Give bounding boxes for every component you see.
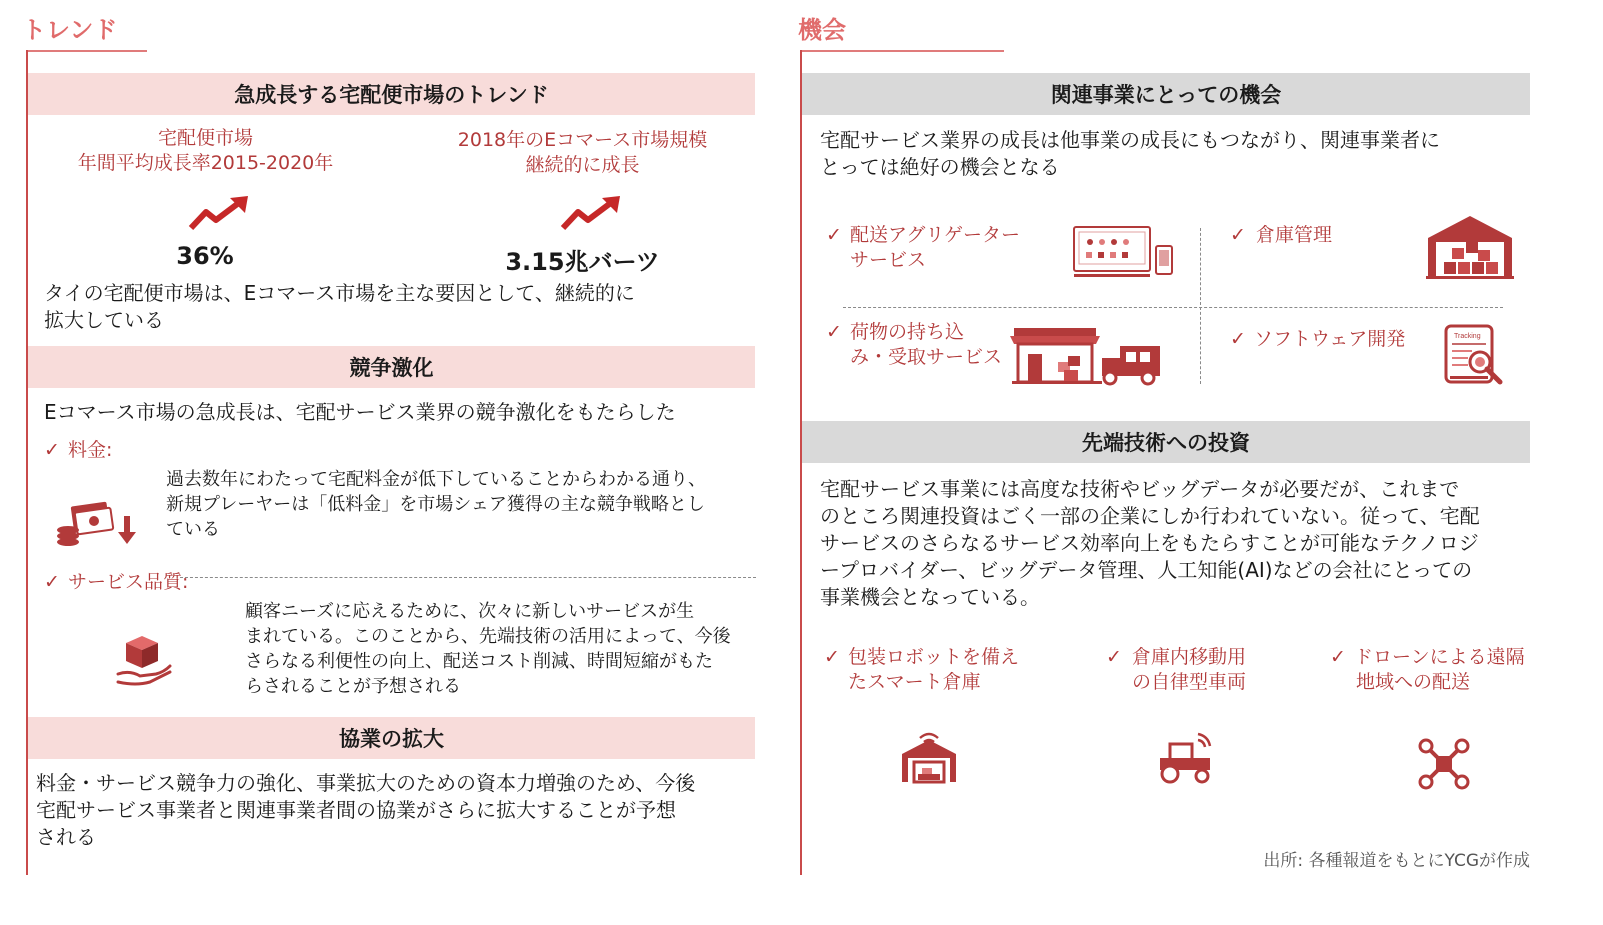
store-truck-icon xyxy=(1010,326,1162,386)
stat1-value: 36% xyxy=(176,242,234,270)
opportunity-intro-2: とっては絶好の機会となる xyxy=(820,155,1060,179)
tech3-label-1: ドローンによる遠隔 xyxy=(1354,646,1525,668)
price-text-3: ている xyxy=(166,519,220,540)
smart-warehouse-icon xyxy=(900,730,958,784)
opportunity-title-rule xyxy=(800,50,1004,52)
collab-text-3: される xyxy=(36,825,96,849)
item1-label-1: 配送アグリゲーター xyxy=(850,224,1021,246)
quality-label: サービス品質: xyxy=(68,571,189,593)
trend-section-title: トレンド xyxy=(22,16,118,44)
quality-check-icon: ✓ xyxy=(44,571,60,593)
trend-summary-1: タイの宅配便市場は、Eコマース市場を主な要因として、継続的に xyxy=(44,281,635,305)
warehouse-icon xyxy=(1424,214,1516,280)
trend-bar-competition: 競争激化 xyxy=(28,346,755,388)
collab-text-2: 宅配サービス事業者と関連事業者間の協業がさらに拡大することが予想 xyxy=(36,798,676,822)
trend-summary-2: 拡大している xyxy=(44,308,164,332)
invest-text-3: サービスのさらなるサービス効率向上をもたらすことが可能なテクノロジ xyxy=(820,531,1479,555)
quality-text-2: まれている。このことから、先端技術の活用によって、今後 xyxy=(245,626,731,647)
computer-devices-icon xyxy=(1072,224,1176,280)
trend-bar-collaboration: 協業の拡大 xyxy=(28,717,755,759)
item3-check-icon: ✓ xyxy=(826,321,842,343)
opportunity-bar-related: 関連事業にとっての機会 xyxy=(802,73,1530,115)
item1-label-2: サービス xyxy=(850,249,927,271)
invest-text-2: のところ関連投資はごく一部の企業にしか行われていない。従って、宅配 xyxy=(820,504,1480,528)
trend-up-arrow-icon-2 xyxy=(560,196,622,232)
price-label: 料金: xyxy=(68,439,113,461)
stat2-label-2: 継続的に成長 xyxy=(525,154,640,176)
stat1-label-1: 宅配便市場 xyxy=(157,127,253,149)
item2-label-1: 倉庫管理 xyxy=(1256,224,1333,246)
tech1-label-2: たスマート倉庫 xyxy=(848,671,981,693)
tech1-label-1: 包装ロボットを備え xyxy=(848,646,1020,668)
drone-icon xyxy=(1416,738,1472,790)
invest-text-5: 事業機会となっている。 xyxy=(820,585,1040,609)
price-text-1: 過去数年にわたって宅配料金が低下していることからわかる通り、 xyxy=(166,469,706,490)
item1-check-icon: ✓ xyxy=(826,224,842,246)
stat1-label-2: 年間平均成長率2015-2020年 xyxy=(77,152,334,174)
opportunity-section-title: 機会 xyxy=(798,16,846,44)
opportunity-intro-1: 宅配サービス業界の成長は他事業の成長にもつながり、関連事業者に xyxy=(820,128,1440,152)
source-note: 出所: 各種報道をもとにYCGが作成 xyxy=(1263,851,1530,871)
item4-check-icon: ✓ xyxy=(1230,328,1246,350)
stat2-value: 3.15兆バーツ xyxy=(505,248,660,276)
trend-title-rule xyxy=(26,50,147,52)
price-quality-divider xyxy=(180,577,756,578)
quality-text-3: さらなる利便性の向上、配送コスト削減、時間短縮がもた xyxy=(245,651,713,672)
price-check-icon: ✓ xyxy=(44,439,60,461)
item3-label-1: 荷物の持ち込 xyxy=(850,321,965,343)
collab-text-1: 料金・サービス競争力の強化、事業拡大のための資本力増強のため、今後 xyxy=(36,771,696,795)
item4-label-1: ソフトウェア開発 xyxy=(1254,328,1406,350)
autonomous-vehicle-icon xyxy=(1156,730,1216,784)
quality-text-4: らされることが予想される xyxy=(245,676,461,697)
tech3-label-2: 地域への配送 xyxy=(1356,671,1471,693)
price-text-2: 新規プレーヤーは「低料金」を市場シェア獲得の主な競争戦略とし xyxy=(166,494,705,515)
box-hand-icon xyxy=(116,632,172,688)
trend-bar-market: 急成長する宅配便市場のトレンド xyxy=(28,73,755,115)
tech2-label-2: の自律型車両 xyxy=(1132,671,1247,693)
tech1-check-icon: ✓ xyxy=(824,646,840,668)
opportunity-grid-divider-h xyxy=(843,307,1503,308)
tech3-check-icon: ✓ xyxy=(1330,646,1346,668)
stat2-label-1: 2018年のEコマース市場規模 xyxy=(457,129,708,151)
invest-text-4: ープロバイダー、ビッグデータ管理、人工知能(AI)などの会社にとっての xyxy=(820,558,1473,582)
competition-intro: Eコマース市場の急成長は、宅配サービス業界の競争激化をもたらした xyxy=(44,400,676,424)
tracking-label: Tracking xyxy=(1454,333,1481,340)
money-down-icon xyxy=(54,498,142,550)
item2-check-icon: ✓ xyxy=(1230,224,1246,246)
tech2-check-icon: ✓ xyxy=(1106,646,1122,668)
trend-up-arrow-icon xyxy=(188,196,250,232)
item3-label-2: み・受取サービス xyxy=(850,346,1003,368)
opportunity-grid-divider-v xyxy=(1200,228,1201,384)
quality-text-1: 顧客ニーズに応えるために、次々に新しいサービスが生 xyxy=(245,601,695,622)
opportunity-bar-investment: 先端技術への投資 xyxy=(802,421,1530,463)
invest-text-1: 宅配サービス事業には高度な技術やビッグデータが必要だが、これまで xyxy=(820,477,1460,501)
tech2-label-1: 倉庫内移動用 xyxy=(1132,646,1247,668)
